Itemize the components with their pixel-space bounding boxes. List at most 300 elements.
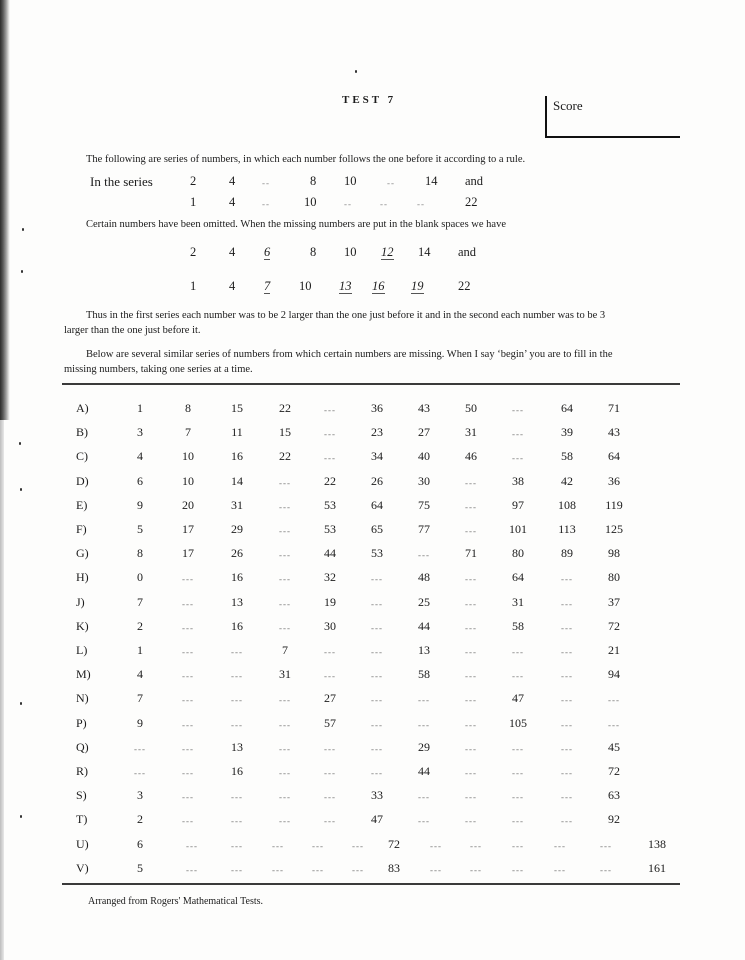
example-number: 10: [304, 195, 317, 209]
series-number: 39: [561, 425, 573, 439]
series-number: 0: [137, 570, 143, 584]
blank-answer-field[interactable]: ---: [324, 816, 336, 826]
series-label: V): [76, 861, 89, 875]
series-number: 5: [137, 522, 143, 536]
series-number: 89: [561, 546, 573, 560]
example-number: 10: [344, 174, 357, 188]
blank-answer-field[interactable]: ---: [465, 695, 477, 705]
blank-answer-field[interactable]: ---: [512, 647, 524, 657]
series-number: 64: [561, 401, 573, 415]
blank-answer-field[interactable]: ---: [324, 405, 336, 415]
blank-answer-field[interactable]: ---: [512, 744, 524, 754]
series-row: [0, 498, 745, 518]
blank-answer-field[interactable]: ---: [134, 768, 146, 778]
series-label: K): [76, 619, 89, 633]
blank-answer-field[interactable]: ---: [465, 647, 477, 657]
score-box[interactable]: [545, 96, 680, 138]
blank-answer-field[interactable]: ---: [465, 816, 477, 826]
blank-answer-field[interactable]: ---: [186, 865, 198, 875]
series-label: R): [76, 764, 88, 778]
example-blank: --: [417, 199, 425, 209]
example-blank: --: [387, 178, 395, 188]
series-label: L): [76, 643, 88, 657]
blank-answer-field[interactable]: ---: [324, 453, 336, 463]
series-number: 71: [608, 401, 620, 415]
table-top-rule: [62, 383, 680, 385]
blank-answer-field[interactable]: ---: [608, 720, 620, 730]
blank-answer-field[interactable]: ---: [561, 720, 573, 730]
series-row: [0, 691, 745, 711]
example-blank: --: [380, 199, 388, 209]
blank-answer-field[interactable]: ---: [418, 695, 430, 705]
blank-answer-field[interactable]: ---: [371, 623, 383, 633]
blank-answer-field[interactable]: ---: [512, 405, 524, 415]
series-number: 15: [231, 401, 243, 415]
series-number: 21: [608, 643, 620, 657]
series-row: [0, 861, 745, 881]
intro-paragraph-3: [86, 308, 605, 323]
series-number: 36: [608, 474, 620, 488]
blank-answer-field[interactable]: ---: [465, 720, 477, 730]
blank-answer-field[interactable]: ---: [512, 429, 524, 439]
series-label: T): [76, 812, 88, 826]
blank-answer-field[interactable]: ---: [371, 768, 383, 778]
intro-paragraph-4-cont: [64, 362, 253, 377]
series-number: 83: [388, 861, 400, 875]
series-number: 38: [512, 474, 524, 488]
series-number: 37: [608, 595, 620, 609]
example-number: 10: [344, 245, 357, 259]
series-label: S): [76, 788, 87, 802]
series-number: 7: [185, 425, 191, 439]
series-number: 5: [137, 861, 143, 875]
blank-answer-field[interactable]: ---: [279, 695, 291, 705]
series-row: [0, 764, 745, 784]
series-number: 119: [605, 498, 623, 512]
series-label: M): [76, 667, 91, 681]
series-row: [0, 716, 745, 736]
example-series-2-given: [0, 195, 745, 211]
blank-answer-field[interactable]: ---: [465, 599, 477, 609]
blank-answer-field[interactable]: ---: [418, 550, 430, 560]
blank-answer-field[interactable]: ---: [279, 599, 291, 609]
blank-answer-field[interactable]: ---: [279, 550, 291, 560]
blank-answer-field[interactable]: ---: [231, 647, 243, 657]
blank-answer-field[interactable]: ---: [561, 744, 573, 754]
series-number: 16: [231, 764, 243, 778]
series-label: Q): [76, 740, 89, 754]
blank-answer-field[interactable]: ---: [231, 671, 243, 681]
series-row: [0, 740, 745, 760]
blank-answer-field[interactable]: ---: [561, 671, 573, 681]
series-number: 53: [324, 522, 336, 536]
series-number: 13: [231, 740, 243, 754]
blank-answer-field[interactable]: ---: [512, 671, 524, 681]
blank-answer-field[interactable]: ---: [608, 695, 620, 705]
example-series-2-filled: [0, 279, 745, 295]
example-number: 22: [465, 195, 478, 209]
series-number: 53: [371, 546, 383, 560]
series-label: U): [76, 837, 89, 851]
blank-answer-field[interactable]: ---: [279, 816, 291, 826]
series-number: 108: [558, 498, 576, 512]
series-number: 25: [418, 595, 430, 609]
example-number: 10: [299, 279, 312, 293]
blank-answer-field[interactable]: ---: [231, 816, 243, 826]
series-number: 22: [279, 449, 291, 463]
series-number: 8: [185, 401, 191, 415]
series-number: 16: [231, 619, 243, 633]
blank-answer-field[interactable]: ---: [324, 744, 336, 754]
series-number: 77: [418, 522, 430, 536]
series-number: 29: [231, 522, 243, 536]
blank-answer-field[interactable]: ---: [430, 865, 442, 875]
blank-answer-field[interactable]: ---: [561, 768, 573, 778]
example-number: 4: [229, 174, 236, 188]
blank-answer-field[interactable]: ---: [182, 574, 194, 584]
blank-answer-field[interactable]: ---: [182, 695, 194, 705]
blank-answer-field[interactable]: ---: [182, 599, 194, 609]
table-bottom-rule: [62, 883, 680, 885]
series-number: 1: [137, 401, 143, 415]
series-number: 6: [137, 837, 143, 851]
series-row: [0, 837, 745, 857]
series-label: A): [76, 401, 89, 415]
series-row: [0, 401, 745, 421]
intro-paragraph-1: The following are series of numbers, in which each number follows the one before it according to a rule.: [86, 154, 526, 165]
series-row: [0, 449, 745, 469]
series-number: 45: [608, 740, 620, 754]
series-label: C): [76, 449, 88, 463]
blank-answer-field[interactable]: ---: [231, 865, 243, 875]
series-number: 11: [231, 425, 243, 439]
series-number: 63: [608, 788, 620, 802]
series-number: 27: [324, 691, 336, 705]
series-number: 34: [371, 449, 383, 463]
series-number: 7: [282, 643, 288, 657]
example-number: 8: [310, 245, 317, 259]
blank-answer-field[interactable]: ---: [371, 574, 383, 584]
series-number: 75: [418, 498, 430, 512]
series-number: 10: [182, 449, 194, 463]
series-number: 97: [512, 498, 524, 512]
blank-answer-field[interactable]: ---: [554, 865, 566, 875]
blank-answer-field[interactable]: ---: [324, 647, 336, 657]
series-row: [0, 667, 745, 687]
example-number: 2: [190, 174, 197, 188]
series-number: 53: [324, 498, 336, 512]
series-label: P): [76, 716, 87, 730]
scan-speck: [355, 70, 357, 73]
blank-answer-field[interactable]: ---: [279, 768, 291, 778]
series-row: [0, 619, 745, 639]
blank-answer-field[interactable]: ---: [371, 647, 383, 657]
series-row: [0, 595, 745, 615]
example-answer: 19: [411, 279, 424, 293]
blank-answer-field[interactable]: ---: [182, 671, 194, 681]
paragraph-line: Thus in the first series each number was to be 2 larger than the one just before it and in the second each number was to be 3: [86, 310, 606, 321]
blank-answer-field[interactable]: ---: [279, 744, 291, 754]
blank-answer-field[interactable]: ---: [465, 478, 477, 488]
series-number: 113: [558, 522, 576, 536]
blank-answer-field[interactable]: ---: [465, 526, 477, 536]
series-number: 47: [512, 691, 524, 705]
blank-answer-field[interactable]: ---: [418, 720, 430, 730]
series-number: 15: [279, 425, 291, 439]
series-number: 47: [371, 812, 383, 826]
series-number: 2: [137, 619, 143, 633]
series-number: 42: [561, 474, 573, 488]
series-number: 43: [608, 425, 620, 439]
series-label: N): [76, 691, 89, 705]
blank-answer-field[interactable]: ---: [561, 816, 573, 826]
blank-answer-field[interactable]: ---: [561, 599, 573, 609]
series-number: 22: [279, 401, 291, 415]
blank-answer-field[interactable]: ---: [182, 647, 194, 657]
series-row: [0, 643, 745, 663]
series-number: 31: [279, 667, 291, 681]
series-number: 33: [371, 788, 383, 802]
example-number: 1: [190, 195, 197, 209]
series-number: 29: [418, 740, 430, 754]
series-number: 26: [371, 474, 383, 488]
blank-answer-field[interactable]: ---: [465, 623, 477, 633]
blank-answer-field[interactable]: ---: [561, 574, 573, 584]
series-number: 80: [512, 546, 524, 560]
series-number: 57: [324, 716, 336, 730]
example-number: 8: [310, 174, 317, 188]
example-blank: --: [262, 178, 270, 188]
series-number: 30: [324, 619, 336, 633]
series-number: 125: [605, 522, 623, 536]
blank-answer-field[interactable]: ---: [279, 792, 291, 802]
series-number: 94: [608, 667, 620, 681]
series-number: 14: [231, 474, 243, 488]
series-number: 13: [231, 595, 243, 609]
series-label: D): [76, 474, 89, 488]
series-number: 46: [465, 449, 477, 463]
blank-answer-field[interactable]: ---: [182, 792, 194, 802]
blank-answer-field[interactable]: ---: [465, 792, 477, 802]
series-number: 36: [371, 401, 383, 415]
blank-answer-field[interactable]: ---: [182, 768, 194, 778]
series-number: 7: [137, 595, 143, 609]
blank-answer-field[interactable]: ---: [371, 695, 383, 705]
blank-answer-field[interactable]: ---: [561, 695, 573, 705]
blank-answer-field[interactable]: ---: [231, 841, 243, 851]
series-number: 161: [648, 861, 666, 875]
blank-answer-field[interactable]: ---: [134, 744, 146, 754]
series-number: 40: [418, 449, 430, 463]
series-label: H): [76, 570, 89, 584]
blank-answer-field[interactable]: ---: [470, 865, 482, 875]
blank-answer-field[interactable]: ---: [352, 865, 364, 875]
series-number: 7: [137, 691, 143, 705]
example-number: 4: [229, 279, 236, 293]
blank-answer-field[interactable]: ---: [512, 841, 524, 851]
blank-answer-field[interactable]: ---: [272, 865, 284, 875]
example-word: and: [458, 245, 477, 259]
series-number: 64: [371, 498, 383, 512]
series-number: 30: [418, 474, 430, 488]
example-number: 22: [458, 279, 471, 293]
series-number: 98: [608, 546, 620, 560]
series-label: G): [76, 546, 89, 560]
blank-answer-field[interactable]: ---: [312, 841, 324, 851]
blank-answer-field[interactable]: ---: [418, 792, 430, 802]
example-word: and: [465, 174, 484, 188]
series-number: 9: [137, 498, 143, 512]
series-row: [0, 425, 745, 445]
series-number: 22: [324, 474, 336, 488]
series-number: 92: [608, 812, 620, 826]
blank-answer-field[interactable]: ---: [324, 768, 336, 778]
blank-answer-field[interactable]: ---: [371, 671, 383, 681]
blank-answer-field[interactable]: ---: [182, 720, 194, 730]
series-number: 4: [137, 449, 143, 463]
series-number: 13: [418, 643, 430, 657]
series-number: 44: [324, 546, 336, 560]
blank-answer-field[interactable]: ---: [371, 744, 383, 754]
paragraph-line: Below are several similar series of numbers from which certain numbers are missing. When I say ‘begin’ you are to fill in the: [86, 349, 613, 360]
series-number: 10: [182, 474, 194, 488]
series-row: [0, 546, 745, 566]
example-lead: In the series: [90, 174, 153, 189]
blank-answer-field[interactable]: ---: [371, 599, 383, 609]
blank-answer-field[interactable]: ---: [279, 574, 291, 584]
example-series-1-given: [0, 174, 745, 190]
blank-answer-field[interactable]: ---: [279, 526, 291, 536]
blank-answer-field[interactable]: ---: [470, 841, 482, 851]
example-number: 14: [425, 174, 438, 188]
example-number: 4: [229, 245, 236, 259]
series-number: 72: [608, 619, 620, 633]
blank-answer-field[interactable]: ---: [554, 841, 566, 851]
series-row: [0, 474, 745, 494]
series-row: [0, 570, 745, 590]
blank-answer-field[interactable]: ---: [279, 478, 291, 488]
series-number: 31: [512, 595, 524, 609]
blank-answer-field[interactable]: ---: [324, 429, 336, 439]
series-number: 65: [371, 522, 383, 536]
blank-answer-field[interactable]: ---: [279, 623, 291, 633]
series-number: 16: [231, 570, 243, 584]
example-blank: --: [262, 199, 270, 209]
score-label: Score: [553, 98, 583, 113]
blank-answer-field[interactable]: ---: [512, 792, 524, 802]
series-row: [0, 788, 745, 808]
blank-answer-field[interactable]: ---: [561, 647, 573, 657]
series-number: 72: [388, 837, 400, 851]
series-number: 58: [561, 449, 573, 463]
blank-answer-field[interactable]: ---: [272, 841, 284, 851]
blank-answer-field[interactable]: ---: [465, 768, 477, 778]
example-number: 1: [190, 279, 197, 293]
series-row: [0, 812, 745, 832]
blank-answer-field[interactable]: ---: [512, 816, 524, 826]
paragraph-line: missing numbers, taking one series at a time.: [64, 364, 253, 375]
blank-answer-field[interactable]: ---: [324, 671, 336, 681]
series-number: 80: [608, 570, 620, 584]
example-answer: 6: [264, 245, 271, 259]
series-label: E): [76, 498, 88, 512]
example-answer: 12: [381, 245, 394, 259]
example-number: 4: [229, 195, 236, 209]
blank-answer-field[interactable]: ---: [561, 792, 573, 802]
blank-answer-field[interactable]: ---: [324, 792, 336, 802]
series-number: 101: [509, 522, 527, 536]
blank-answer-field[interactable]: ---: [231, 720, 243, 730]
scan-speck: [21, 270, 23, 273]
series-number: 31: [465, 425, 477, 439]
intro-paragraph-2: Certain numbers have been omitted. When the missing numbers are put in the blank spaces we have: [86, 219, 506, 230]
blank-answer-field[interactable]: ---: [352, 841, 364, 851]
blank-answer-field[interactable]: ---: [371, 720, 383, 730]
series-number: 9: [137, 716, 143, 730]
series-number: 72: [608, 764, 620, 778]
blank-answer-field[interactable]: ---: [182, 623, 194, 633]
blank-answer-field[interactable]: ---: [418, 816, 430, 826]
blank-answer-field[interactable]: ---: [512, 768, 524, 778]
series-row: [0, 522, 745, 542]
series-label: F): [76, 522, 87, 536]
blank-answer-field[interactable]: ---: [600, 841, 612, 851]
series-number: 1: [137, 643, 143, 657]
blank-answer-field[interactable]: ---: [279, 502, 291, 512]
blank-answer-field[interactable]: ---: [600, 865, 612, 875]
series-number: 58: [418, 667, 430, 681]
blank-answer-field[interactable]: ---: [182, 744, 194, 754]
series-number: 31: [231, 498, 243, 512]
series-number: 27: [418, 425, 430, 439]
blank-answer-field[interactable]: ---: [279, 720, 291, 730]
blank-answer-field[interactable]: ---: [465, 671, 477, 681]
blank-answer-field[interactable]: ---: [465, 574, 477, 584]
series-number: 43: [418, 401, 430, 415]
blank-answer-field[interactable]: ---: [512, 453, 524, 463]
series-number: 44: [418, 619, 430, 633]
blank-answer-field[interactable]: ---: [182, 816, 194, 826]
source-credit: Arranged from Rogers' Mathematical Tests.: [88, 896, 264, 907]
series-number: 32: [324, 570, 336, 584]
intro-paragraph-3-cont: [64, 323, 201, 338]
example-series-1-filled: [0, 245, 745, 261]
series-number: 8: [137, 546, 143, 560]
blank-answer-field[interactable]: ---: [430, 841, 442, 851]
blank-answer-field[interactable]: ---: [231, 695, 243, 705]
example-answer: 13: [339, 279, 352, 293]
series-label: B): [76, 425, 88, 439]
blank-answer-field[interactable]: ---: [186, 841, 198, 851]
series-number: 2: [137, 812, 143, 826]
series-label: J): [76, 595, 85, 609]
intro-paragraph-4: [86, 347, 613, 362]
example-answer: 16: [372, 279, 385, 293]
example-answer: 7: [264, 279, 271, 293]
series-number: 3: [137, 425, 143, 439]
blank-answer-field[interactable]: ---: [512, 865, 524, 875]
blank-answer-field[interactable]: ---: [312, 865, 324, 875]
series-number: 138: [648, 837, 666, 851]
blank-answer-field[interactable]: ---: [465, 744, 477, 754]
series-number: 44: [418, 764, 430, 778]
series-number: 48: [418, 570, 430, 584]
blank-answer-field[interactable]: ---: [465, 502, 477, 512]
series-number: 16: [231, 449, 243, 463]
blank-answer-field[interactable]: ---: [231, 792, 243, 802]
blank-answer-field[interactable]: ---: [561, 623, 573, 633]
series-number: 3: [137, 788, 143, 802]
